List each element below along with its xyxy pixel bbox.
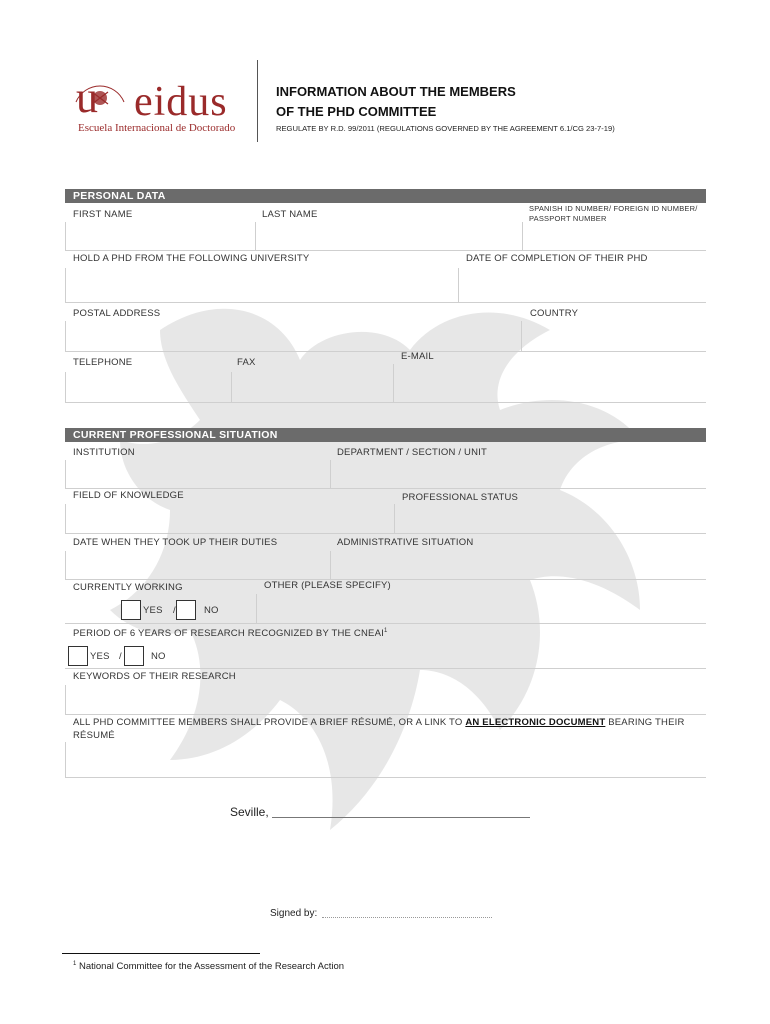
cneai-yes-checkbox[interactable] [68,646,88,666]
cneai-period-text: PERIOD OF 6 YEARS OF RESEARCH RECOGNIZED BY THE CNEAI [73,628,384,640]
other-specify-field[interactable] [258,594,706,623]
cneai-no-checkbox[interactable] [124,646,144,666]
divider [65,351,706,352]
footnote-mark: 1 [73,961,77,967]
resume-field[interactable] [66,742,706,777]
administrative-situation-field[interactable] [332,551,706,579]
working-yes-checkbox[interactable] [121,600,141,620]
divider [458,268,459,302]
regulation-text: REGULATE BY R.D. 99/2011 (REGULATIONS GOVERNED BY THE AGREEMENT 6.1/CG 23-7-19) [276,124,615,133]
footnote-text: National Committee for the Assessment of the Research Action [78,961,345,973]
divider [65,742,66,777]
id-number-label: SPANISH ID NUMBER/ FOREIGN ID NUMBER/ PASSPORT NUMBER [529,204,698,223]
resume-instruction [73,717,685,728]
date-signature-field[interactable] [272,803,530,818]
working-no-label: NO [204,605,219,616]
professional-status-field[interactable] [396,504,706,533]
telephone-label: TELEPHONE [73,357,133,368]
email-field[interactable] [394,372,706,402]
first-name-field[interactable] [66,222,254,250]
divider [65,623,706,624]
email-label: E-MAIL [401,351,434,362]
telephone-field[interactable] [66,372,230,402]
other-specify-label: OTHER (PLEASE SPECIFY) [264,580,391,591]
divider [65,551,66,579]
divider [65,321,66,351]
divider [255,222,256,250]
first-name-label: FIRST NAME [73,209,133,220]
divider [65,302,706,303]
country-field[interactable] [523,321,706,351]
header-divider [257,60,258,142]
fax-field[interactable] [232,372,392,402]
department-field[interactable] [332,460,706,488]
country-label: COUNTRY [530,308,579,319]
working-no-checkbox[interactable] [176,600,196,620]
divider [65,668,706,669]
divider [65,372,66,402]
signed-by-label: Signed by: [270,908,318,919]
university-label: HOLD A PHD FROM THE FOLLOWING UNIVERSITY [73,253,310,264]
date-duties-field[interactable] [66,551,330,579]
divider [65,460,66,488]
professional-status-label: PROFESSIONAL STATUS [402,492,519,503]
cneai-period-label [73,628,388,639]
logo [70,72,250,142]
signed-by-field[interactable] [322,906,492,918]
university-field[interactable] [66,268,456,302]
divider [65,685,66,714]
divider [65,777,706,778]
last-name-label: LAST NAME [262,209,318,220]
field-of-knowledge-field[interactable] [66,504,392,533]
keywords-label: KEYWORDS OF THEIR RESEARCH [73,671,236,682]
institution-label: INSTITUTION [73,447,135,458]
resume-text-start: ALL PHD COMMITTEE MEMBERS SHALL PROVIDE A BRIEF RÉSUMÉ, OR A LINK TO [73,717,463,728]
resume-text-end: BEARING THEIR [608,717,685,728]
divider [522,222,523,250]
divider [330,460,331,488]
page-title-line1: INFORMATION ABOUT THE MEMBERS [276,84,516,99]
cneai-no-label: NO [151,651,166,662]
section-professional-situation: CURRENT PROFESSIONAL SITUATION [65,428,706,442]
divider [256,594,257,623]
last-name-field[interactable] [256,222,521,250]
working-yes-label: YES [143,605,163,616]
divider [65,222,66,250]
cneai-slash: / [119,651,122,662]
seville-label: Seville, [230,805,269,819]
divider [521,321,522,351]
footnote-ref: 1 [383,628,388,634]
divider [65,488,706,489]
working-slash: / [173,605,176,616]
logo-brand: eidus [134,79,228,125]
administrative-situation-label: ADMINISTRATIVE SITUATION [337,537,474,548]
divider [330,551,331,579]
postal-address-label: POSTAL ADDRESS [73,308,161,319]
electronic-document-link[interactable]: AN ELECTRONIC DOCUMENT [465,717,606,728]
resume-line2: RÉSUMÉ [73,730,115,741]
date-completion-field[interactable] [460,268,706,302]
date-completion-label: DATE OF COMPLETION OF THEIR PHD [466,253,648,264]
field-of-knowledge-label: FIELD OF KNOWLEDGE [73,490,184,501]
divider [65,533,706,534]
fax-label: FAX [237,357,256,368]
department-label: DEPARTMENT / SECTION / UNIT [337,447,488,458]
logo-letter: u [76,73,98,122]
divider [65,714,706,715]
divider [65,250,706,251]
section-personal-data: PERSONAL DATA [65,189,706,203]
date-duties-label: DATE WHEN THEY TOOK UP THEIR DUTIES [73,537,278,548]
page-title-line2: OF THE PHD COMMITTEE [276,104,437,119]
divider [394,504,395,533]
currently-working-label: CURRENTLY WORKING [73,582,183,593]
footnote [73,961,344,972]
logo-subtitle: Escuela Internacional de Doctorado [78,122,236,134]
cneai-yes-label: YES [90,651,110,662]
divider [65,268,66,302]
divider [393,364,394,402]
postal-address-field[interactable] [66,321,518,351]
keywords-field[interactable] [66,685,706,714]
id-number-field[interactable] [523,222,706,250]
divider [65,402,706,403]
divider [65,504,66,533]
institution-field[interactable] [66,460,330,488]
divider [231,372,232,402]
footnote-rule [62,953,260,954]
